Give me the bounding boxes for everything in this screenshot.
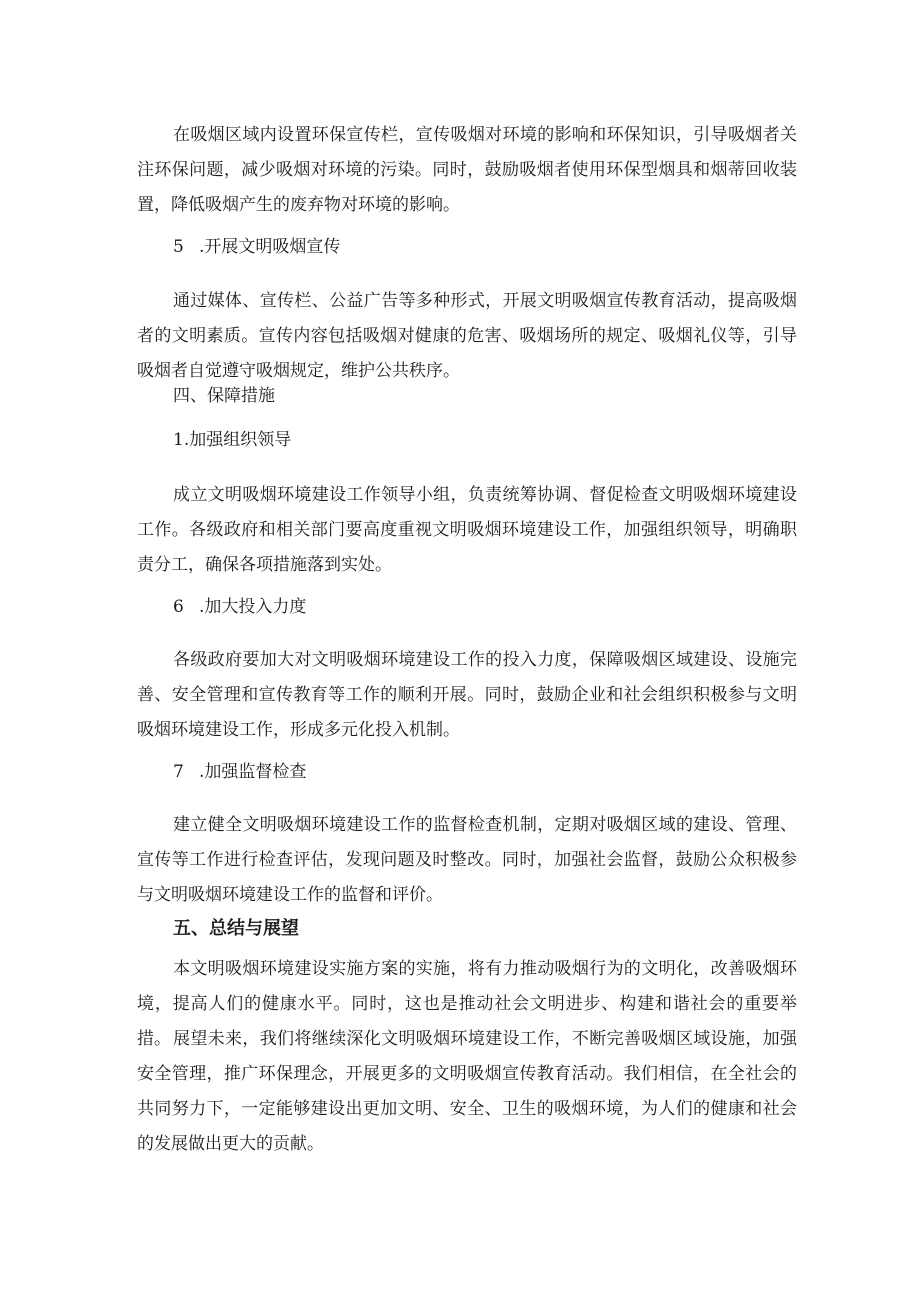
item-1-heading: 1.加强组织领导 xyxy=(173,430,292,450)
section-4-title: 四、保障措施 xyxy=(173,386,275,406)
paragraph-outlook: 展望未来，我们将继续深化文明吸烟环境建设工作，不断完善吸烟区域设施，加强安全管理，推广环保理念，开展更多的文明吸烟宣传教育活动。我们相信，在全社会的共同努力下，一定能够建设出更加文明、安全、卫生的吸烟环境，为人们的健康和社会的发展做出更大的贡献。 xyxy=(137,1029,797,1154)
item-6-title: .加大投入力度 xyxy=(199,597,307,617)
paragraph-summary: 本文明吸烟环境建设实施方案的实施，将有力推动吸烟行为的文明化，改善吸烟环境，提高人们的健康水平。同时，这也是推动社会文明进步、构建和谐社会的重要举措。 xyxy=(137,959,797,1049)
item-7-title: .加强监督检查 xyxy=(199,762,307,782)
paragraph-supervision: 建立健全文明吸烟环境建设工作的监督检查机制，定期对吸烟区域的建设、管理、宣传等工作进行检查评估，发现问题及时整改。同时，加强社会监督，鼓励公众积极参与文明吸烟环境建设工作的监督和评价。 xyxy=(137,815,797,905)
paragraph-environment-protection: 在吸烟区域内设置环保宣传栏，宣传吸烟对环境的影响和环保知识，引导吸烟者关注环保问题，减少吸烟对环境的污染。同时，鼓励吸烟者使用环保型烟具和烟蒂回收装置，降低吸烟产生的废弃物对环境的影响。 xyxy=(137,125,797,215)
paragraph-organizational-leadership: 成立文明吸烟环境建设工作领导小组，负责统筹协调、督促检查文明吸烟环境建设工作。各级政府和相关部门要高度重视文明吸烟环境建设工作，加强组织领导，明确职责分工，确保各项措施落到实处。 xyxy=(137,485,797,575)
item-5-heading xyxy=(173,235,340,259)
paragraph-investment: 各级政府要加大对文明吸烟环境建设工作的投入力度，保障吸烟区域建设、设施完善、安全管理和宣传教育等工作的顺利开展。同时，鼓励企业和社会组织积极参与文明吸烟环境建设工作，形成多元化投入机制。 xyxy=(137,650,797,740)
item-5-title: .开展文明吸烟宣传 xyxy=(199,237,341,257)
paragraph-civilized-smoking-publicity: 通过媒体、宣传栏、公益广告等多种形式，开展文明吸烟宣传教育活动，提高吸烟者的文明素质。宣传内容包括吸烟对健康的危害、吸烟场所的规定、吸烟礼仪等，引导吸烟者自觉遵守吸烟规定，维护公共秩序。 xyxy=(137,291,797,381)
item-6-number: 6 xyxy=(173,597,184,617)
item-7-number: 7 xyxy=(173,762,184,782)
item-7-heading xyxy=(173,760,306,784)
section-5-title: 五、总结与展望 xyxy=(173,918,299,939)
item-6-heading xyxy=(173,595,306,619)
item-5-number: 5 xyxy=(173,237,184,257)
